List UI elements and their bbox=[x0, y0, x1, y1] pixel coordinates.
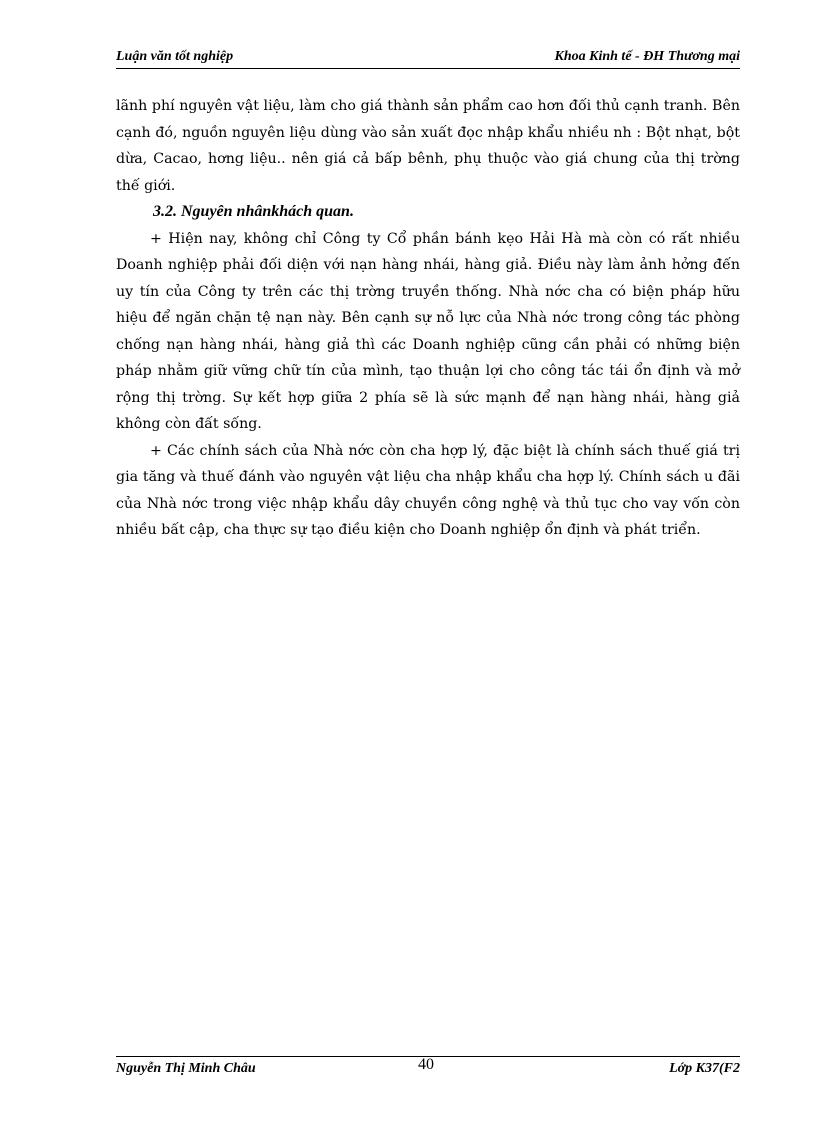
paragraph-2: + Hiện nay, không chỉ Công ty Cổ phần bánh kẹo Hải Hà mà còn có rất nhiều Doanh nghiệp phải đối diện với nạn hàng nhái, hàng giả. Điều này làm ảnh hởng đến uy tín của Công ty trên các thị trờng truyền thống. Nhà nớc cha có biện pháp hữu hiệu để ngăn chặn tệ nạn này. Bên cạnh sự nỗ lực của Nhà nớc trong công tác phòng chống nạn hàng nhái, hàng giả thì các Doanh nghiệp cũng cần phải có những biện pháp nhằm giữ vững chữ tín của mình, tạo thuận lợi cho công tác tái ổn định và mở rộng thị trờng. Sự kết hợp giữa 2 phía sẽ là sức mạnh để nạn hàng nhái, hàng giả không còn đất sống. bbox=[116, 230, 740, 432]
section-heading: 3.2. Nguyên nhânkhách quan. bbox=[153, 203, 354, 220]
header-right-text: Khoa Kinh tế - ĐH Thương mại bbox=[554, 49, 740, 64]
paragraph-3: + Các chính sách của Nhà nớc còn cha hợp lý, đặc biệt là chính sách thuế giá trị gia tăng và thuế đánh vào nguyên vật liệu cha nhập khẩu cha hợp lý. Chính sách u đãi của Nhà nớc trong việc nhập khẩu dây chuyền công nghệ và thủ tục cho vay vốn còn nhiều bất cập, cha thực sự tạo điều kiện cho Doanh nghiệp ổn định và phát triển. bbox=[116, 442, 740, 538]
footer-author: Nguyễn Thị Minh Châu bbox=[116, 1061, 256, 1076]
page-number: 40 bbox=[418, 1056, 434, 1073]
page-footer bbox=[116, 1056, 740, 1079]
page-header bbox=[116, 48, 740, 69]
body-text bbox=[116, 93, 740, 544]
header-left-text: Luận văn tốt nghiệp bbox=[116, 49, 234, 64]
footer-class: Lớp K37(F2 bbox=[669, 1061, 740, 1076]
paragraph-1: lãnh phí nguyên vật liệu, làm cho giá thành sản phẩm cao hơn đối thủ cạnh tranh. Bên cạnh đó, nguồn nguyên liệu dùng vào sản xuất đọc nhập khẩu nhiều nh : Bột nhạt, bột dừa, Cacao, hơng liệu.. nên giá cả bấp bênh, phụ thuộc vào giá chung của thị trờng thế giới. bbox=[116, 98, 740, 194]
